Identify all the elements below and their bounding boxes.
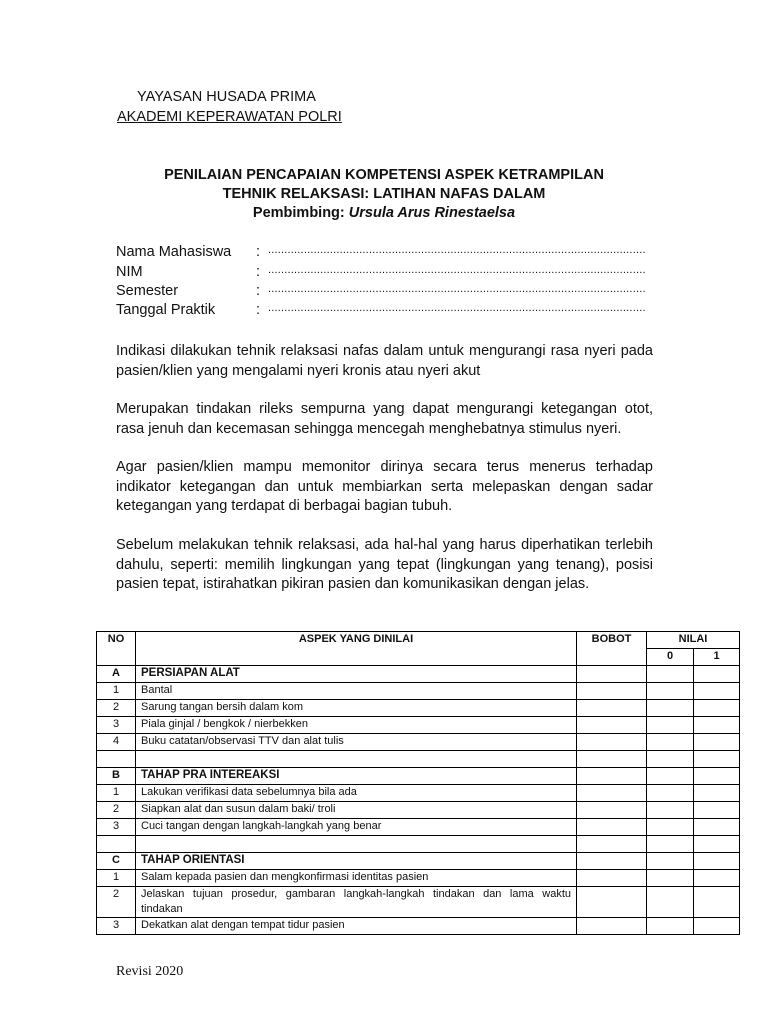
score-0-cell[interactable] <box>647 700 694 717</box>
field-semester[interactable] <box>116 283 656 303</box>
table-row <box>97 785 740 802</box>
score-1-cell[interactable] <box>694 887 740 918</box>
header-no: NO <box>97 632 136 666</box>
field-nim[interactable] <box>116 264 656 284</box>
bobot-cell[interactable] <box>577 717 647 734</box>
score-0-cell[interactable] <box>647 768 694 785</box>
score-1-cell[interactable] <box>694 700 740 717</box>
field-colon: : <box>256 244 261 260</box>
score-1-cell[interactable] <box>694 853 740 870</box>
field-colon: : <box>256 283 261 299</box>
item-number: 1 <box>97 785 136 802</box>
item-number: 3 <box>97 918 136 935</box>
score-1-cell[interactable] <box>694 683 740 700</box>
table-row <box>97 683 740 700</box>
field-label: Tanggal Praktik <box>116 302 216 318</box>
field-practice-date[interactable] <box>116 302 656 322</box>
field-colon: : <box>256 264 261 280</box>
item-text: Sarung tangan bersih dalam kom <box>136 700 577 717</box>
paragraph-preparation: Sebelum melakukan tehnik relaksasi, ada hal-hal yang harus diperhatikan terlebih dahulu, seperti: memilih lingkungan yang tepat (lingkungan yang tenang), posisi pasien tepat, istirahatkan pikiran pasien dan komunikasikan dengan jelas. <box>116 537 653 592</box>
table-row <box>97 802 740 819</box>
bobot-cell[interactable] <box>577 802 647 819</box>
bobot-cell[interactable] <box>577 683 647 700</box>
section-code: C <box>97 853 136 870</box>
bobot-cell[interactable] <box>577 768 647 785</box>
item-text: Jelaskan tujuan prosedur, gambaran langkah-langkah tindakan dan lama waktu tindakan <box>136 887 577 918</box>
item-number: 3 <box>97 717 136 734</box>
section-code: B <box>97 768 136 785</box>
score-0-cell[interactable] <box>647 666 694 683</box>
supervisor-name: Ursula Arus Rinestaelsa <box>348 205 516 221</box>
supervisor-line <box>0 205 768 221</box>
header-nilai: NILAI <box>647 632 740 649</box>
bobot-cell[interactable] <box>577 853 647 870</box>
item-number: 2 <box>97 802 136 819</box>
paragraph-indication: Indikasi dilakukan tehnik relaksasi nafas dalam untuk mengurangi rasa nyeri pada pasien/klien yang mengalami nyeri kronis atau nyeri akut <box>116 343 653 379</box>
score-0-cell[interactable] <box>647 819 694 836</box>
spacer-row <box>97 751 740 768</box>
bobot-cell[interactable] <box>577 887 647 918</box>
table-row <box>97 870 740 887</box>
field-fill-line[interactable]: .................................................................................................................... <box>268 283 646 295</box>
score-0-cell[interactable] <box>647 802 694 819</box>
header-nilai-0: 0 <box>647 649 694 666</box>
bobot-cell[interactable] <box>577 785 647 802</box>
table-row <box>97 918 740 935</box>
score-0-cell[interactable] <box>647 918 694 935</box>
field-label: Semester <box>116 283 179 299</box>
section-title: PERSIAPAN ALAT <box>136 666 577 683</box>
spacer-row <box>97 836 740 853</box>
section-row <box>97 768 740 785</box>
academy-name: AKADEMI KEPERAWATAN POLRI <box>117 109 342 125</box>
section-row <box>97 853 740 870</box>
item-text: Buku catatan/observasi TTV dan alat tulis <box>136 734 577 751</box>
score-1-cell[interactable] <box>694 666 740 683</box>
document-subtitle: TEHNIK RELAKSASI: LATIHAN NAFAS DALAM <box>222 186 546 202</box>
score-0-cell[interactable] <box>647 683 694 700</box>
bobot-cell[interactable] <box>577 870 647 887</box>
score-0-cell[interactable] <box>647 887 694 918</box>
field-fill-line[interactable]: .................................................................................................................... <box>268 302 646 314</box>
field-label: Nama Mahasiswa <box>116 244 232 260</box>
field-fill-line[interactable]: .................................................................................................................... <box>268 244 646 256</box>
item-text: Cuci tangan dengan langkah-langkah yang benar <box>136 819 577 836</box>
assessment-table <box>96 631 740 935</box>
header-bobot: BOBOT <box>577 632 647 666</box>
item-number: 3 <box>97 819 136 836</box>
score-0-cell[interactable] <box>647 870 694 887</box>
item-number: 1 <box>97 683 136 700</box>
document-title: PENILAIAN PENCAPAIAN KOMPETENSI ASPEK KETRAMPILAN <box>164 167 604 183</box>
section-code: A <box>97 666 136 683</box>
organization-name: YAYASAN HUSADA PRIMA <box>137 89 316 105</box>
score-0-cell[interactable] <box>647 853 694 870</box>
score-1-cell[interactable] <box>694 802 740 819</box>
supervisor-label: Pembimbing: <box>252 205 349 221</box>
table-row <box>97 717 740 734</box>
score-0-cell[interactable] <box>647 785 694 802</box>
item-text: Piala ginjal / bengkok / nierbekken <box>136 717 577 734</box>
item-number: 2 <box>97 887 136 918</box>
table-row <box>97 819 740 836</box>
item-text: Lakukan verifikasi data sebelumnya bila ada <box>136 785 577 802</box>
score-1-cell[interactable] <box>694 819 740 836</box>
field-label: NIM <box>116 264 143 280</box>
section-title: TAHAP ORIENTASI <box>136 853 577 870</box>
bobot-cell[interactable] <box>577 700 647 717</box>
paragraph-definition: Merupakan tindakan rileks sempurna yang dapat mengurangi ketegangan otot, rasa jenuh dan kecemasan sehingga mencegah menghebatnya stimulus nyeri. <box>116 401 653 437</box>
item-text: Siapkan alat dan susun dalam baki/ troli <box>136 802 577 819</box>
item-number: 4 <box>97 734 136 751</box>
score-1-cell[interactable] <box>694 870 740 887</box>
table-row <box>97 700 740 717</box>
revision-footer: Revisi 2020 <box>116 964 184 979</box>
table-row <box>97 887 740 918</box>
score-1-cell[interactable] <box>694 918 740 935</box>
item-number: 1 <box>97 870 136 887</box>
item-text: Bantal <box>136 683 577 700</box>
bobot-cell[interactable] <box>577 918 647 935</box>
paragraph-purpose: Agar pasien/klien mampu memonitor dirinya secara terus menerus terhadap indikator ketegangan dan untuk membiarkan serta melepaskan dengan sadar ketegangan yang terdapat di berbagai bagian tubuh. <box>116 459 653 514</box>
item-text: Salam kepada pasien dan mengkonfirmasi identitas pasien <box>136 870 577 887</box>
header-aspek: ASPEK YANG DINILAI <box>136 632 577 666</box>
bobot-cell[interactable] <box>577 734 647 751</box>
field-student-name[interactable] <box>116 244 656 264</box>
field-fill-line[interactable]: .................................................................................................................... <box>268 264 646 276</box>
score-1-cell[interactable] <box>694 734 740 751</box>
bobot-cell[interactable] <box>577 819 647 836</box>
score-1-cell[interactable] <box>694 785 740 802</box>
score-0-cell[interactable] <box>647 734 694 751</box>
header-nilai-1: 1 <box>694 649 740 666</box>
item-number: 2 <box>97 700 136 717</box>
item-text: Dekatkan alat dengan tempat tidur pasien <box>136 918 577 935</box>
section-title: TAHAP PRA INTEREAKSI <box>136 768 577 785</box>
section-row <box>97 666 740 683</box>
score-1-cell[interactable] <box>694 768 740 785</box>
score-1-cell[interactable] <box>694 717 740 734</box>
field-colon: : <box>256 302 261 318</box>
table-row <box>97 734 740 751</box>
score-0-cell[interactable] <box>647 717 694 734</box>
bobot-cell[interactable] <box>577 666 647 683</box>
